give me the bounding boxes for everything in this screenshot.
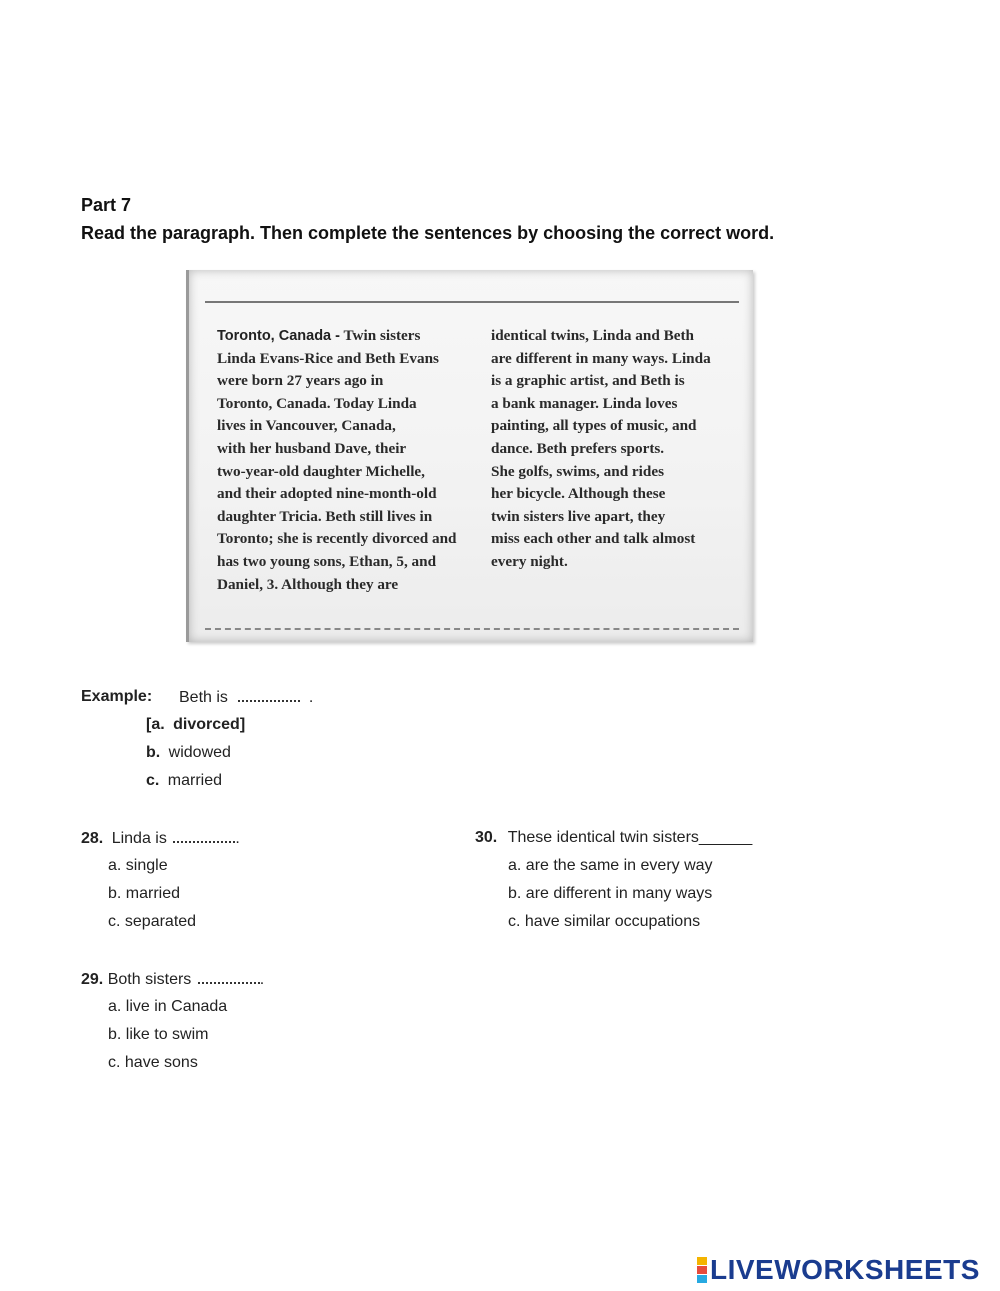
logo-text: LIVEWORKSHEETS xyxy=(710,1254,980,1285)
question-end: . xyxy=(259,971,265,988)
article-column-left xyxy=(217,325,475,596)
example-label: Example: xyxy=(81,688,153,705)
option-letter: b. xyxy=(146,744,161,761)
article-line: a bank manager. Linda loves xyxy=(491,394,678,412)
article-line: miss each other and talk almost xyxy=(491,530,696,548)
answer-blank-29[interactable] xyxy=(198,970,260,984)
q30-option-c[interactable]: c. have similar occupations xyxy=(508,913,701,930)
question-number: 29. xyxy=(81,971,104,988)
article-column-right xyxy=(491,325,749,574)
instruction-text: Read the paragraph. Then complete the sentences by choosing the correct word. xyxy=(81,223,775,243)
q28-option-b[interactable]: b. married xyxy=(108,885,181,902)
article-line: and their adopted nine-month-old xyxy=(217,485,437,503)
logo-block xyxy=(697,1257,707,1265)
question-number: 28. xyxy=(81,830,104,847)
q30-option-a[interactable]: a. are the same in every way xyxy=(508,857,713,874)
example-blank[interactable] xyxy=(238,688,300,702)
example-end: . xyxy=(308,689,314,706)
liveworksheets-logo xyxy=(697,1253,980,1287)
answer-blank-28[interactable] xyxy=(173,829,235,843)
article-line: dance. Beth prefers sports. xyxy=(491,439,665,457)
example-option-c xyxy=(146,772,222,790)
example-option-a xyxy=(146,716,245,734)
logo-block xyxy=(697,1266,707,1274)
article-line: She golfs, swims, and rides xyxy=(491,462,664,480)
article-line: her bicycle. Although these xyxy=(491,485,666,503)
article-line: Toronto, Canada. Today Linda xyxy=(217,394,417,412)
question-29 xyxy=(81,970,264,989)
logo-mark-icon xyxy=(697,1257,707,1283)
q28-option-c[interactable]: c. separated xyxy=(108,913,197,930)
option-letter: [a. xyxy=(146,716,165,733)
question-28 xyxy=(81,829,240,848)
option-text: divorced] xyxy=(173,716,246,733)
article-line: is a graphic artist, and Beth is xyxy=(491,372,685,390)
article-line: Daniel, 3. Although they are xyxy=(217,575,399,593)
example-stem-text: Beth is xyxy=(179,689,228,706)
article-line: lives in Vancouver, Canada, xyxy=(217,417,396,435)
question-end: . xyxy=(235,830,240,847)
question-stem: Linda is xyxy=(111,830,167,847)
logo-block xyxy=(697,1275,707,1283)
article-line: were born 27 years ago in xyxy=(217,372,384,390)
article-line: painting, all types of music, and xyxy=(491,417,697,435)
article-line: with her husband Dave, their xyxy=(217,439,407,457)
question-stem[interactable]: These identical twin sisters______ xyxy=(507,829,753,846)
q29-option-a[interactable]: a. live in Canada xyxy=(108,998,228,1015)
q29-option-b[interactable]: b. like to swim xyxy=(108,1026,209,1043)
article-line: Toronto; she is recently divorced and xyxy=(217,530,457,548)
article-line: every night. xyxy=(491,552,568,570)
article-dateline: Toronto, Canada - xyxy=(217,328,340,344)
question-30 xyxy=(475,829,752,847)
question-number: 30. xyxy=(475,829,498,846)
article-line: are different in many ways. Linda xyxy=(491,349,711,367)
article-line: twin sisters live apart, they xyxy=(491,507,666,525)
clipping-torn-edge xyxy=(205,628,739,630)
part-title: Part 7 xyxy=(81,195,132,215)
article-line: two-year-old daughter Michelle, xyxy=(217,462,425,480)
article-line: daughter Tricia. Beth still lives in xyxy=(217,507,433,525)
question-stem: Both sisters xyxy=(107,971,192,988)
q30-option-b[interactable]: b. are different in many ways xyxy=(508,885,713,902)
clipping-top-rule xyxy=(205,301,739,303)
option-text: widowed xyxy=(168,744,231,761)
article-line: Twin sisters xyxy=(343,327,421,344)
article-line: identical twins, Linda and Beth xyxy=(491,327,694,344)
example-stem xyxy=(179,688,313,707)
newspaper-clipping xyxy=(186,270,753,642)
example-option-b xyxy=(146,744,231,762)
option-text: married xyxy=(167,772,223,789)
q29-option-c[interactable]: c. have sons xyxy=(108,1054,198,1071)
option-letter: c. xyxy=(146,772,160,789)
article-line: Linda Evans-Rice and Beth Evans xyxy=(217,349,439,367)
article-line: has two young sons, Ethan, 5, and xyxy=(217,552,437,570)
q28-option-a[interactable]: a. single xyxy=(108,857,168,874)
